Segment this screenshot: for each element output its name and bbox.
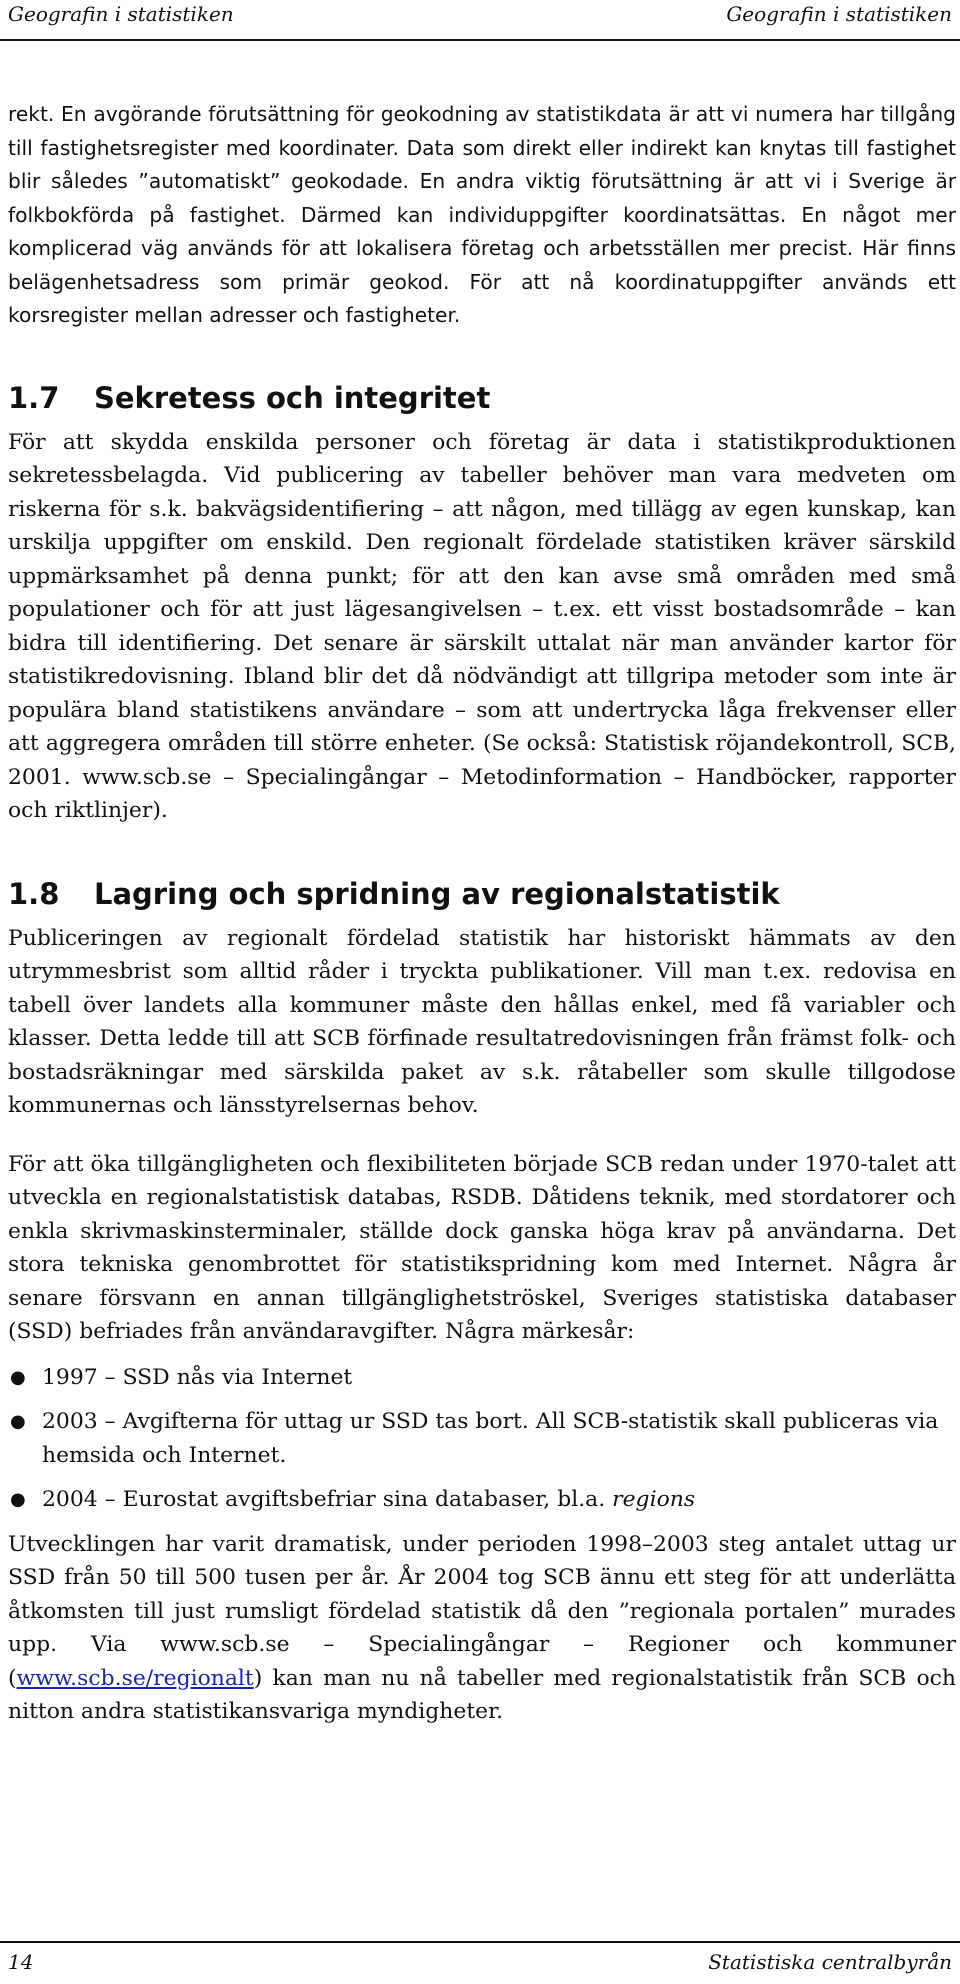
list-item-text: 2004 – Eurostat avgiftsbefriar sina databaser, bl.a. [42, 1487, 613, 1512]
milestone-list [8, 1361, 956, 1517]
running-footer [8, 1950, 952, 1974]
header-rule [0, 39, 960, 41]
footer-rule [0, 1941, 960, 1943]
section-heading-1-8 [8, 876, 956, 912]
section-1-8-paragraph-1: Publiceringen av regionalt fördelad statistik har historiskt hämmats av den utrymmesbrist som alltid råder i tryckta publikationer. Vill man t.ex. redovisa en tabell över landets alla kommuner måste den hållas enkel, med få variabler och klasser. Detta ledde till att SCB förfinade resultatredovisningen från främst folk- och bostadsräkningar med särskilda paket av s.k. råtabeller som skulle tillgodose kommunernas och länsstyrelsernas behov. [8, 925, 956, 1118]
section-title: Sekretess och integritet [94, 380, 491, 415]
section-number: 1.8 [8, 876, 60, 911]
running-header [8, 2, 952, 26]
regionalt-link[interactable]: www.scb.se/regionalt [16, 1665, 254, 1691]
section-heading-1-7 [8, 380, 956, 416]
publisher-name: Statistiska centralbyrån [708, 1950, 952, 1974]
bullet-icon: ● [10, 1489, 26, 1510]
page-number: 14 [8, 1950, 34, 1974]
section-1-8-paragraph-2: För att öka tillgängligheten och flexibiliteten började SCB redan under 1970-talet att utveckla en regionalstatistisk databas, RSDB. Dåtidens teknik, med stordatorer och enkla skrivmaskinsterminaler, ställde dock ganska höga krav på användarna. Det stora tekniska genombrottet för statistikspridning kom med Internet. Några år senare försvann en annan tillgänglighetströskel, Sveriges statistiska databaser (SSD) befriades från användaravgifter. Några märkesår: [8, 1151, 956, 1344]
list-item-text: 2003 – Avgifterna för uttag ur SSD tas bort. All SCB-statistik skall publiceras via hemsida och Internet. [42, 1409, 939, 1468]
header-left-title: Geografin i statistiken [8, 2, 234, 26]
paragraph-text: Utvecklingen har varit dramatisk, under perioden 1998–2003 steg antalet uttag ur SSD från 50 till 500 tusen per år. År 2004 tog SCB ännu ett steg för att underlätta åtkomsten till just rumsligt fördelad statistik då den ”regionala portalen” murades upp. Via www.scb.se – Specialingångar – Regioner och kommuner ( [8, 1531, 956, 1691]
header-right-title: Geografin i statistiken [726, 2, 952, 26]
section-1-7-paragraph: För att skydda enskilda personer och företag är data i statistikproduktionen sekretessbelagda. Vid publicering av tabeller behöver man vara medveten om riskerna för s.k. bakvägsidentifiering – att någon, med tillägg av egen kunskap, kan urskilja uppgifter om enskild. Den regionalt fördelade statistiken kräver särskild uppmärksamhet på denna punkt; för att den kan avse små områden med små populationer och för att just lägesangivelsen – t.ex. ett visst bostadsområde – kan bidra till identifiering. Det senare är särskilt uttalat när man använder kartor för statistikredovisning. Ibland blir det då nödvändigt att tillgripa metoder som inte är populära bland statistikens användare – som att undertrycka låga frekvenser eller att aggregera områden till större enheter. (Se också: Statistisk röjandekontroll, SCB, 2001. www.scb.se – Specialingångar – Metodinformation – Handböcker, rapporter och riktlinjer). [8, 429, 956, 823]
section-1-8-paragraph-3 [8, 1528, 956, 1729]
bullet-icon: ● [10, 1411, 26, 1432]
list-item [8, 1361, 956, 1395]
page-body [8, 98, 956, 1729]
bullet-icon: ● [10, 1366, 26, 1388]
paragraph-text: ) kan man nu nå tabeller med regionalstatistik från SCB och nitton andra statistikansvariga myndigheter. [8, 1665, 956, 1724]
list-item-italic-text: regions [612, 1487, 696, 1512]
section-title: Lagring och spridning av regionalstatistik [94, 876, 780, 911]
list-item [8, 1405, 956, 1472]
list-item [8, 1483, 956, 1517]
list-item-text: 1997 – SSD nås via Internet [42, 1364, 353, 1390]
intro-paragraph: rekt. En avgörande förutsättning för geokodning av statistikdata är att vi numera har tillgång till fastighetsregister med koordinater. Data som direkt eller indirekt kan knytas till fastighet blir således ”automatiskt” geokodade. En andra viktig förutsättning är att vi i Sverige är folkbokförda på fastighet. Därmed kan individuppgifter koordinatsättas. En något mer komplicerad väg används för att lokalisera företag och arbetsställen mer precist. Här finns belägenhetsadress som primär geokod. För att nå koordinatuppgifter används ett korsregister mellan adresser och fastigheter. [8, 102, 956, 327]
section-number: 1.7 [8, 380, 60, 415]
